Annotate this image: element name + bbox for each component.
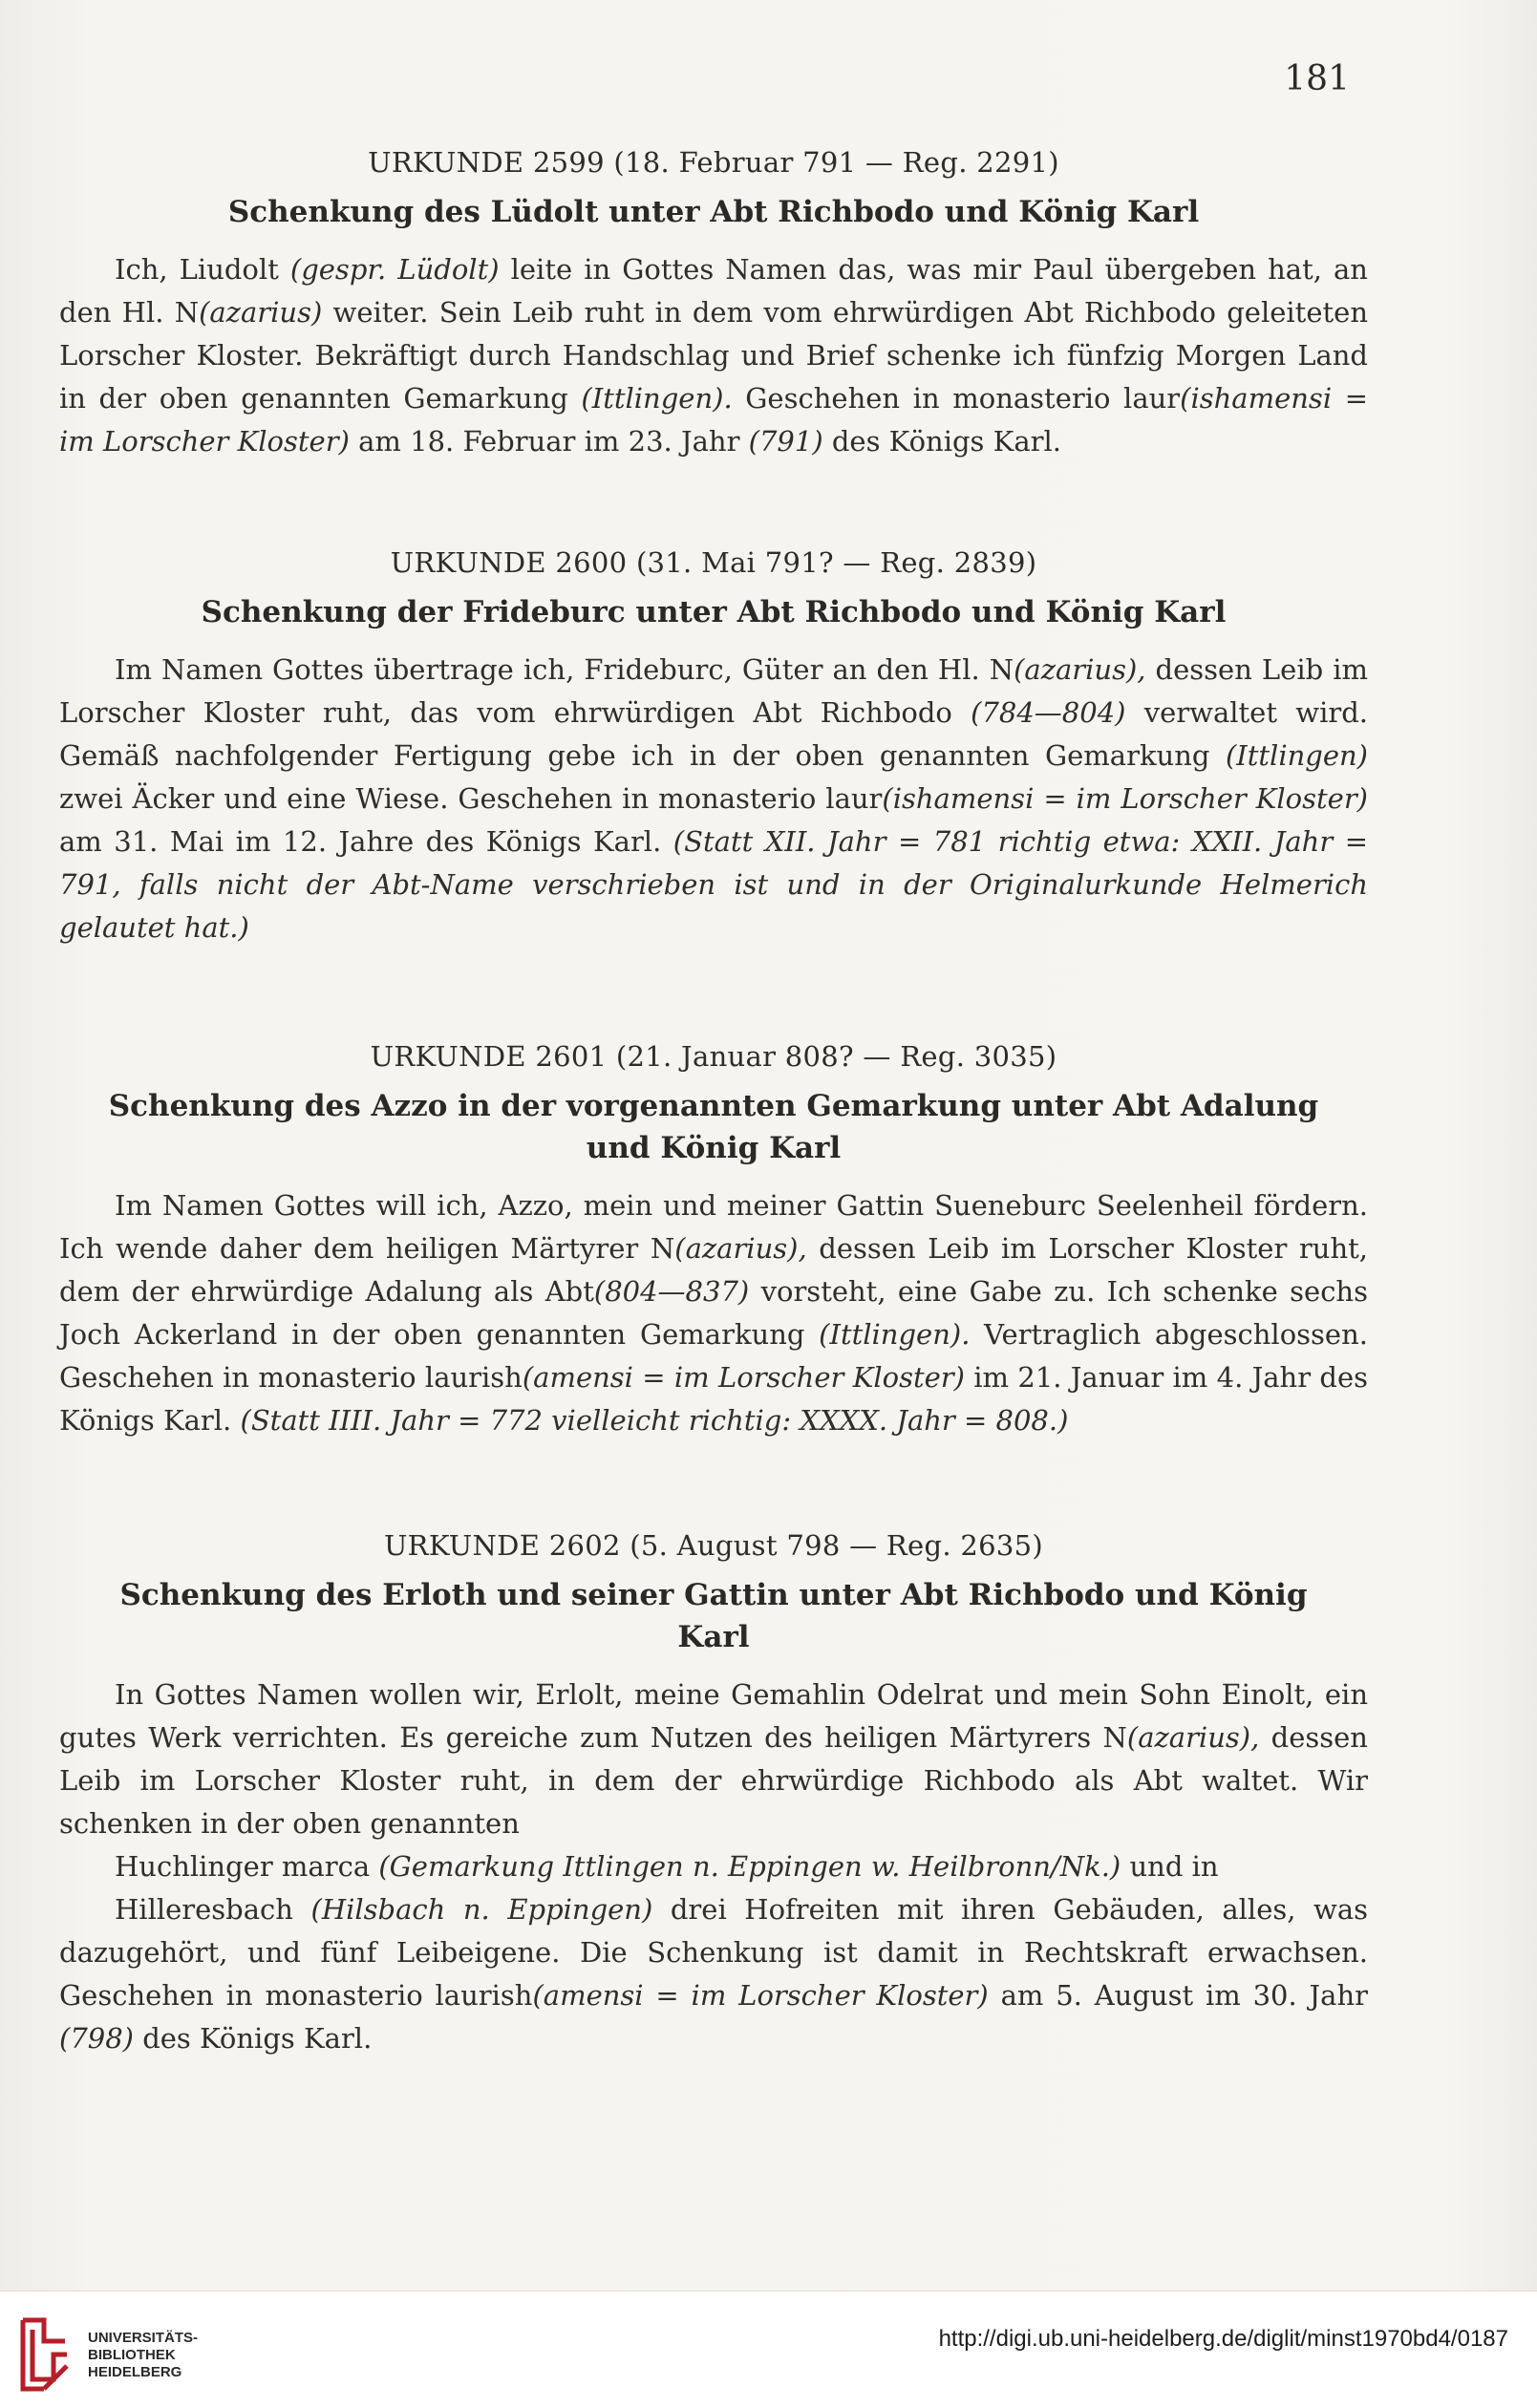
library-logo-icon [15,2312,75,2397]
text-segment: verwaltet wird. Gemäß nachfolgender Fertigung gebe ich in der oben genannten Gemarkung [59,696,1368,772]
italic-annotation: (Statt IIII. Jahr = 772 vielleicht richtig: XXXX. Jahr = 808.) [240,1404,1069,1437]
text-segment: und in [1121,1850,1219,1883]
italic-annotation: (Ittlingen). [819,1318,971,1351]
italic-annotation: (Statt XII. Jahr = 781 richtig etwa: XXII. Jahr = 791, falls nicht der Abt-Name verschrieben ist und in der Originalurkunde Helmerich gelautet hat.) [59,825,1368,944]
text-segment: In Gottes Namen wollen wir, Erlolt, meine Gemahlin Odelrat und mein Sohn Einolt, ein gutes Werk verrichten. Es gereiche zum Nutzen des heiligen Märtyrers N [59,1678,1368,1754]
urkunde-heading: URKUNDE 2599 (18. Februar 791 — Reg. 2291) [368,146,1059,179]
text-segment: des Königs Karl. [822,425,1061,458]
urkunde-heading: URKUNDE 2601 (21. Januar 808? — Reg. 3035) [370,1040,1057,1073]
text-segment: Im Namen Gottes übertrage ich, Frideburc, Güter an den Hl. N [115,653,1014,686]
text-segment: dessen Leib im Lorscher Kloster ruht, in dem der ehrwürdige Richbodo als Abt waltet. Wir schenken in der oben genannten [59,1721,1368,1840]
urkunde-body [59,649,1368,949]
text-segment: weiter. Sein Leib ruht in dem vom ehrwürdigen Abt Richbodo geleiteten Lorscher Kloster. Bekräftigt durch Handschlag und Brief schenke ich fünfzig Morgen Land in der oben genannten Gemarkung [59,296,1368,415]
urkunde-body [59,1673,1368,2060]
urkunde-title: Schenkung des Lüdolt unter Abt Richbodo und König Karl [227,195,1200,229]
body-paragraph [59,1845,1368,1888]
source-url-link[interactable]: http://digi.ub.uni-heidelberg.de/diglit/minst1970bd4/0187 [938,2326,1508,2352]
page-number: 181 [1284,59,1350,98]
italic-annotation: (Ittlingen). [581,382,733,415]
italic-annotation: (Gemarkung Ittlingen n. Eppingen w. Heilbronn/Nk.) [378,1850,1121,1883]
body-paragraph [59,649,1368,949]
body-paragraph [59,1184,1368,1442]
body-paragraph [59,248,1368,463]
library-logo-text [88,2330,198,2381]
text-segment: dessen Leib im Lorscher Kloster ruht, das vom ehrwürdigen Abt Richbodo [59,653,1368,729]
logo-line: UNIVERSITÄTS- [88,2330,199,2346]
logo-line: BIBLIOTHEK [88,2347,176,2363]
text-segment: Im Namen Gottes will ich, Azzo, mein und meiner Gattin Sueneburc Seelenheil fördern. Ich wende daher dem heiligen Märtyrer N [59,1189,1368,1265]
text-segment: am 18. Februar im 23. Jahr [349,425,749,458]
body-paragraph [59,1673,1368,1845]
italic-annotation: (ishamensi = im Lorscher Kloster) [882,782,1368,815]
logo-line: HEIDELBERG [88,2364,182,2380]
italic-annotation: (azarius), [674,1232,807,1265]
text-segment: des Königs Karl. [133,2022,373,2055]
italic-annotation: (804—837) [593,1275,750,1308]
text-segment: dessen Leib im Lorscher Kloster ruht, dem der ehrwürdige Adalung als Abt [59,1232,1368,1308]
footer-bar [0,2291,1537,2408]
text-segment: am 31. Mai im 12. Jahre des Königs Karl. [59,825,673,858]
text-segment: Huchlinger marca [115,1850,379,1883]
italic-annotation: (798) [59,2022,134,2055]
text-segment: Geschehen in monasterio laur [732,382,1181,415]
urkunde-title: Schenkung des Erloth und seiner Gattin unter Abt Richbodo und König Karl [119,1578,1308,1654]
urkunde-2601 [59,1035,1368,1442]
urkunde-heading: URKUNDE 2600 (31. Mai 791? — Reg. 2839) [390,546,1037,579]
italic-annotation: (784—804) [971,696,1126,729]
italic-annotation: (791) [748,425,823,458]
italic-annotation: (gespr. Lüdolt) [289,253,500,286]
text-segment: leite in Gottes Namen das, was mir Paul übergeben hat, an den Hl. N [59,253,1368,329]
urkunde-2600 [59,542,1368,949]
italic-annotation: (azarius), [1014,653,1146,686]
body-paragraph [59,1888,1368,2060]
urkunde-title: Schenkung des Azzo in der vorgenannten Gemarkung unter Abt Adalung und König Karl [108,1089,1319,1165]
italic-annotation: (ishamensi = im Lorscher Kloster) [59,382,1368,458]
urkunde-body [59,1184,1368,1442]
italic-annotation: (azarius), [1126,1721,1260,1754]
text-segment: Vertraglich abgeschlossen. Geschehen in monasterio laurish [59,1318,1368,1394]
urkunde-body [59,248,1368,463]
italic-annotation: (Ittlingen) [1225,739,1368,772]
urkunde-heading: URKUNDE 2602 (5. August 798 — Reg. 2635) [383,1529,1044,1562]
document-text-area [59,141,1368,2060]
text-segment: drei Hofreiten mit ihren Gebäuden, alles, was dazugehört, und fünf Leibeigene. Die Schenkung ist damit in Rechtskraft erwachsen. Geschehen in monasterio laurish [59,1893,1369,2012]
text-segment: am 5. August im 30. Jahr [988,1979,1369,2012]
urkunde-2599 [59,141,1368,463]
italic-annotation: (azarius) [199,296,323,329]
italic-annotation: (Hilsbach n. Eppingen) [310,1893,653,1926]
text-segment: Hilleresbach [115,1893,311,1926]
urkunde-title: Schenkung der Frideburc unter Abt Richbodo und König Karl [201,595,1227,629]
urkunde-2602 [59,1524,1368,2060]
italic-annotation: (amensi = im Lorscher Kloster) [532,1979,989,2012]
text-segment: im 21. Januar im 4. Jahr des Königs Karl. [59,1361,1368,1437]
italic-annotation: (amensi = im Lorscher Kloster) [522,1361,965,1394]
text-segment: zwei Äcker und eine Wiese. Geschehen in monasterio laur [59,782,883,815]
text-segment: Ich, Liudolt [115,253,290,286]
text-segment: vorsteht, eine Gabe zu. Ich schenke sechs Joch Ackerland in der oben genannten Gemarkung [59,1275,1368,1351]
